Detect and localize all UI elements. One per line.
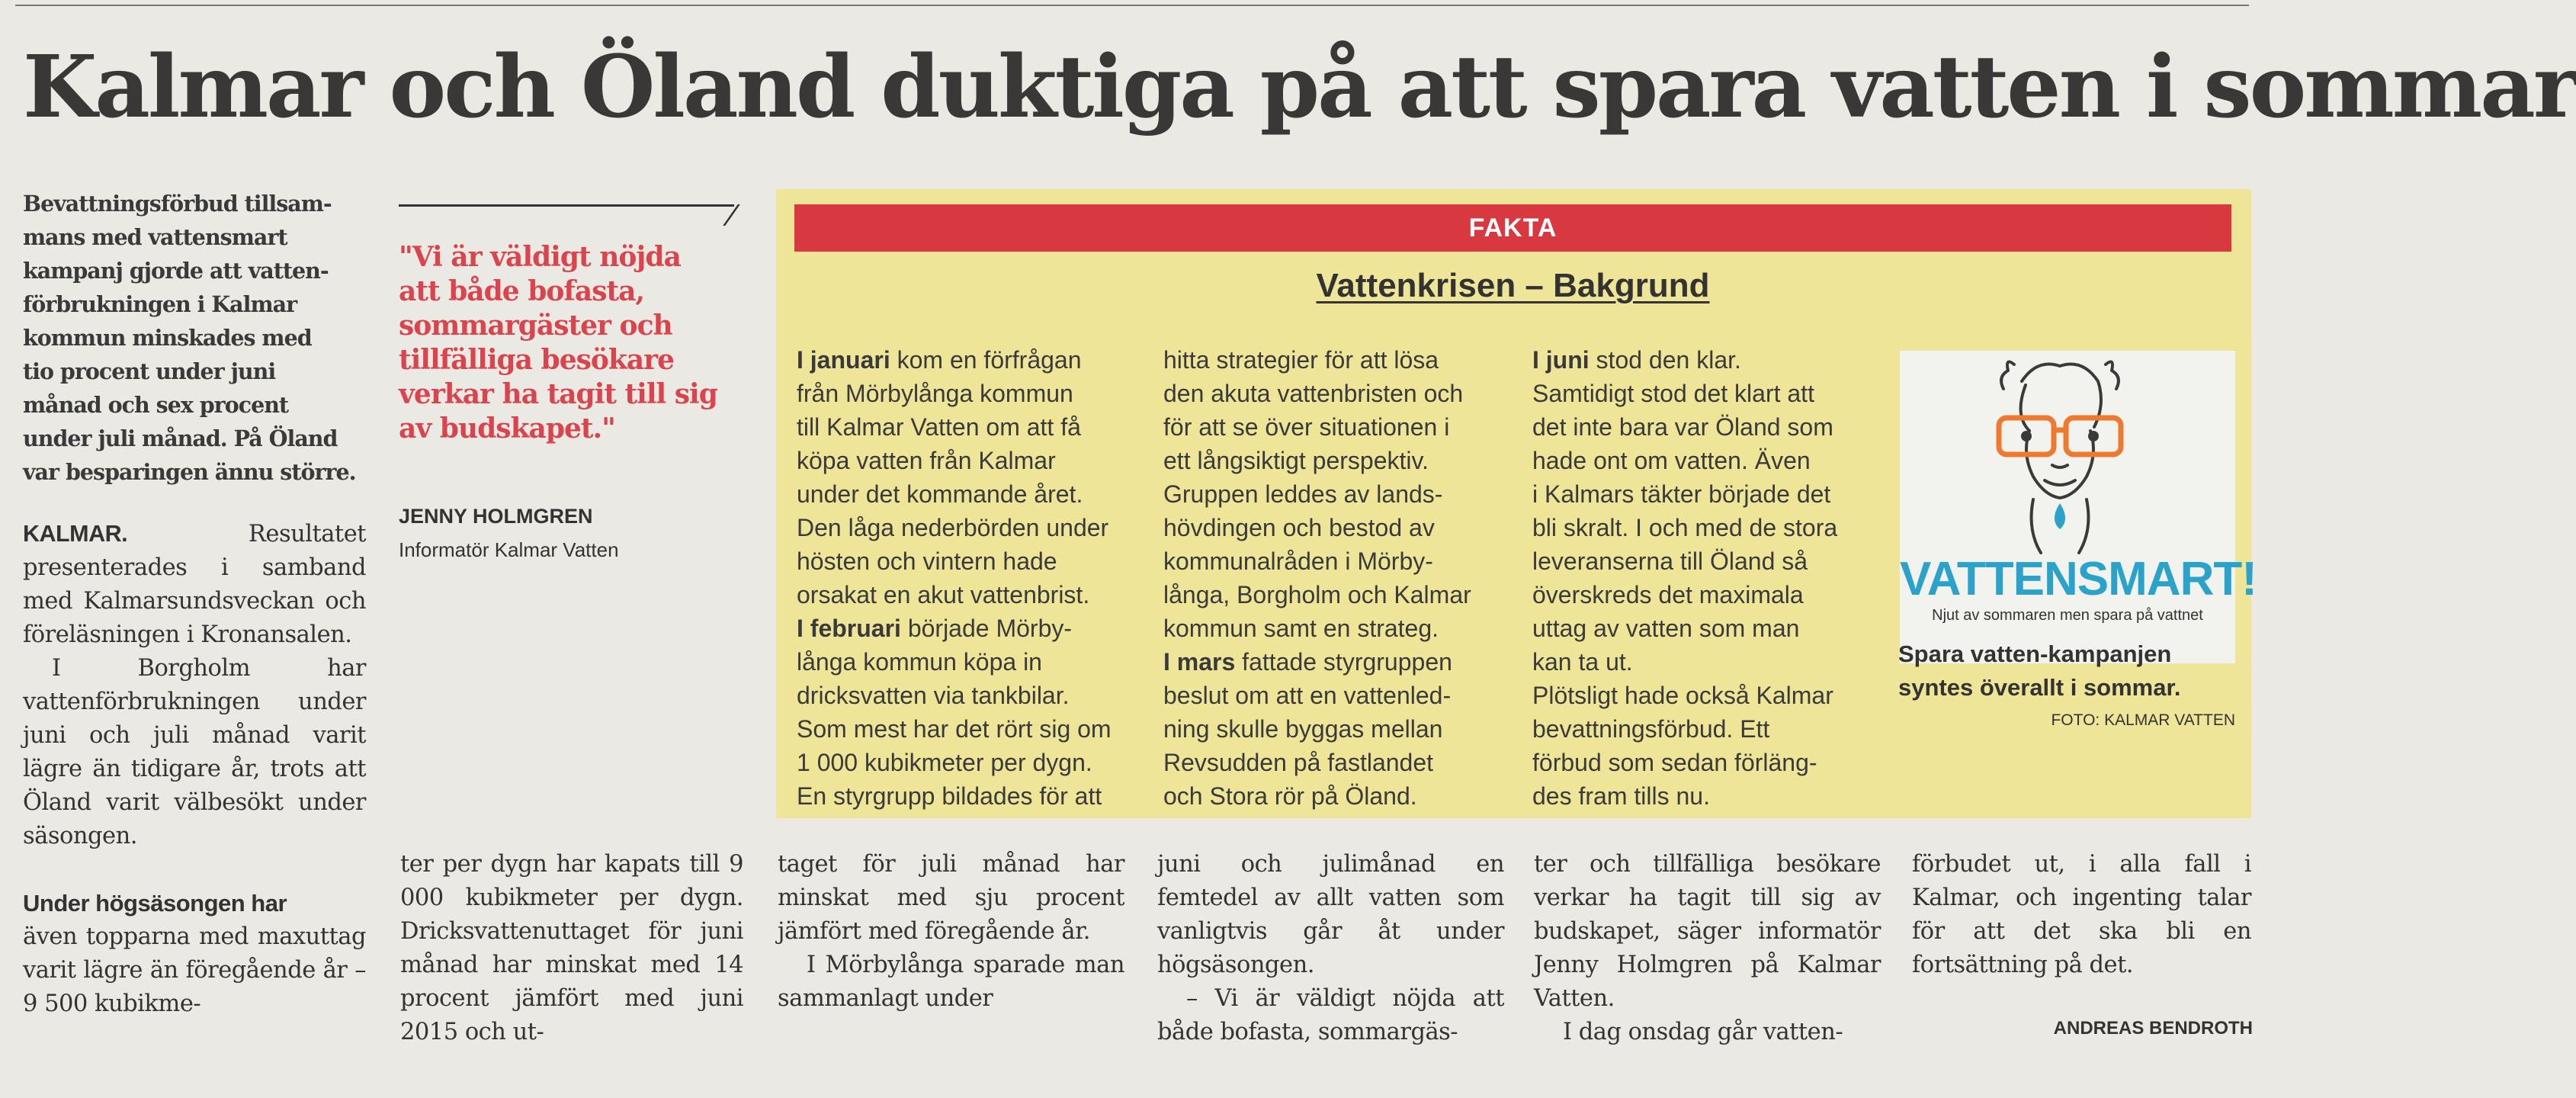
fakta-line [797, 578, 1140, 612]
fakta-line [1532, 410, 1891, 444]
fakta-text: beslut om att en vattenled- [1163, 682, 1452, 709]
fakta-line [1163, 444, 1514, 477]
fakta-text: i Kalmars täkter började det [1532, 480, 1831, 508]
brand-tagline: Njut av sommaren men spara på vattnet [1932, 607, 2203, 624]
fakta-line [1163, 410, 1514, 444]
quote-rule [399, 204, 734, 207]
fakta-text: kan ta ut. [1532, 648, 1633, 676]
quote-line: sommargäster och [399, 310, 672, 342]
fakta-label: FAKTA [1468, 214, 1557, 242]
ingress [23, 187, 381, 489]
fakta-line [1532, 645, 1891, 679]
ingress-line: tio procent under juni [23, 358, 276, 384]
fakta-line [1532, 578, 1891, 612]
fakta-text: förbud som sedan förläng- [1532, 749, 1817, 776]
fakta-line [1163, 343, 1514, 377]
fakta-text: för att se över situationen i [1163, 413, 1450, 441]
body-paragraph: även topparna med maxuttag varit lägre än föregående år – 9 500 kubikme- [23, 923, 366, 1017]
fakta-line [1532, 343, 1891, 377]
fakta-line [797, 645, 1140, 679]
quote-source-title: Informatör Kalmar Vatten [399, 538, 619, 561]
fakta-text: 1 000 kubikmeter per dygn. [797, 749, 1092, 776]
top-rule [15, 5, 2249, 6]
fakta-text: Revsudden på fastlandet [1163, 749, 1434, 776]
fakta-lead: I februari [797, 615, 901, 642]
body-text: Resultatet presenterades i samband med Kalmarsundsveckan och föreläsningen i Kronansalen. [23, 521, 366, 648]
fakta-column-1 [797, 343, 1140, 813]
fakta-column-2 [1163, 343, 1514, 813]
body-column-4 [1157, 848, 1504, 1049]
fakta-line [1163, 612, 1514, 645]
fakta-line [1532, 377, 1891, 410]
body-paragraph: taget för juli månad har minskat med sju procent jämfört med föregående år. [778, 851, 1124, 945]
fakta-line [797, 679, 1140, 712]
body-column-1 [23, 517, 366, 1021]
fakta-line [1163, 511, 1514, 544]
fakta-text: hösten och vintern hade [797, 547, 1057, 575]
quote-line: tillfälliga besökare [399, 344, 675, 376]
camel-icon [1900, 351, 2235, 549]
fakta-line [1163, 746, 1514, 779]
body-column-2 [400, 848, 743, 1049]
quote-rule-tick [723, 204, 740, 226]
ingress-line: förbrukningen i Kalmar [23, 291, 297, 317]
fakta-line [1163, 477, 1514, 511]
fakta-line [1163, 779, 1514, 813]
body-paragraph: juni och julimånad en femtedel av allt vatten som vanligtvis går åt under högsäsongen. [1157, 851, 1504, 978]
fakta-text: uttag av vatten som man [1532, 615, 1800, 642]
fakta-text: bli skralt. I och med de stora [1532, 514, 1838, 541]
fakta-text: under det kommande året. [797, 480, 1083, 508]
fakta-line [1532, 746, 1891, 779]
fakta-text: långa, Borgholm och Kalmar [1163, 581, 1471, 608]
fakta-text: fattade styrgruppen [1235, 648, 1452, 676]
fakta-text: till Kalmar Vatten om att få [797, 413, 1081, 441]
ingress-line: månad och sex procent [23, 392, 289, 418]
fakta-line [797, 477, 1140, 511]
fakta-line [1532, 544, 1891, 578]
fakta-text: leveranserna till Öland så [1532, 547, 1808, 575]
fakta-text: den akuta vattenbristen och [1163, 380, 1464, 407]
fakta-line [797, 779, 1140, 813]
quote-line: "Vi är väldigt nöjda [399, 241, 681, 273]
fakta-text: köpa vatten från Kalmar [797, 447, 1056, 474]
fakta-line [797, 444, 1140, 477]
fakta-line [797, 511, 1140, 544]
byline: ANDREAS BENDROTH [2053, 1018, 2253, 1039]
quote-line: verkar ha tagit till sig [399, 378, 717, 410]
fakta-text: des fram tills nu. [1532, 782, 1710, 810]
page-title: Kalmar och Öland duktiga på att spara vatten i sommar [23, 37, 2576, 137]
fakta-line [1163, 712, 1514, 746]
fakta-text: hövdingen och bestod av [1163, 514, 1435, 541]
quote-source-name: JENNY HOLMGREN [399, 505, 593, 528]
fakta-line [1532, 779, 1891, 813]
fakta-text: dricksvatten via tankbilar. [797, 682, 1070, 709]
fakta-line [797, 343, 1140, 377]
fakta-lead: I mars [1163, 648, 1236, 676]
fakta-line [797, 377, 1140, 410]
fakta-text: orsakat en akut vattenbrist. [797, 581, 1090, 608]
pull-quote [399, 240, 742, 446]
body-column-5 [1534, 848, 1881, 1049]
brand-logo: VATTENSMART! [1900, 553, 2257, 605]
fakta-line [797, 746, 1140, 779]
fakta-text: ning skulle byggas mellan [1163, 715, 1443, 743]
fakta-text: Som mest har det rört sig om [797, 715, 1112, 743]
fakta-line [1532, 712, 1891, 746]
fakta-text: överskreds det maximala [1532, 581, 1804, 608]
fakta-text: långa kommun köpa in [797, 648, 1042, 676]
fakta-line [1163, 645, 1514, 679]
fakta-text: det inte bara var Öland som [1532, 413, 1833, 441]
fakta-text: bevattningsförbud. Ett [1532, 715, 1770, 743]
fakta-column-3 [1532, 343, 1891, 813]
fakta-title: Vattenkrisen – Bakgrund [1316, 267, 1710, 304]
fakta-lead: I juni [1532, 346, 1590, 374]
body-paragraph: I Borgholm har vattenförbrukningen under juni och juli månad varit lägre än tidigare år, trots att Öland varit välbesökt under säsongen. [23, 655, 366, 849]
fakta-lead: I januari [797, 346, 890, 374]
fakta-line [1532, 612, 1891, 645]
fakta-line [1532, 511, 1891, 544]
ingress-line: under juli månad. På Öland [23, 425, 338, 451]
fakta-line [797, 544, 1140, 578]
fakta-line [1532, 477, 1891, 511]
body-paragraph: förbudet ut, i alla fall i Kalmar, och ingenting talar för att det ska bli en fortsättning på det. [1912, 851, 2251, 978]
body-paragraph: ter per dygn har kapats till 9 000 kubikmeter per dygn. Dricksvattenuttaget för juni månad har minskat med 14 procent jämfört med juni 2015 och ut- [400, 851, 743, 1045]
body-paragraph: ter och tillfälliga besökare verkar ha tagit till sig av budskapet, säger informatör Jenny Holmgren på Kalmar Vatten. [1534, 851, 1881, 1012]
fakta-line [797, 712, 1140, 746]
dateline: KALMAR. [23, 521, 128, 547]
fakta-line [797, 410, 1140, 444]
fakta-text: Plötsligt hade också Kalmar [1532, 682, 1833, 709]
ingress-line: kampanj gjorde att vatten- [23, 258, 329, 284]
subheading: Under högsäsongen har [23, 890, 287, 917]
photo-caption: Spara vatten-kampanjen syntes överallt i sommar. [1898, 640, 2181, 701]
fakta-text: från Mörbylånga kommun [797, 380, 1073, 407]
body-column-3 [778, 848, 1124, 1016]
fakta-line [1163, 679, 1514, 712]
fakta-text: Gruppen leddes av lands- [1163, 480, 1443, 508]
fakta-line [797, 612, 1140, 645]
quote-line: av budskapet." [399, 413, 615, 445]
fakta-text: Samtidigt stod det klart att [1532, 380, 1814, 407]
fakta-line [1163, 578, 1514, 612]
fakta-line [1163, 544, 1514, 578]
ingress-line: mans med vattensmart [23, 224, 287, 250]
body-paragraph: I Mörbylånga sparade man sammanlagt under [778, 952, 1124, 1012]
fakta-text: hitta strategier för att lösa [1163, 346, 1439, 374]
fakta-text: Den låga nederbörden under [797, 514, 1109, 541]
fakta-line [1163, 377, 1514, 410]
body-paragraph: I dag onsdag går vatten- [1563, 1019, 1843, 1045]
ingress-line: var besparingen ännu större. [23, 459, 356, 485]
fakta-text: kom en förfrågan [890, 346, 1082, 374]
fakta-text: kommunalråden i Mörby- [1163, 547, 1433, 575]
fakta-text: hade ont om vatten. Även [1532, 447, 1811, 474]
fakta-text: En styrgrupp bildades för att [797, 782, 1102, 810]
photo-credit: FOTO: KALMAR VATTEN [2051, 711, 2235, 729]
fakta-line [1532, 679, 1891, 712]
quote-line: att både bofasta, [399, 275, 644, 307]
fakta-text: stod den klar. [1589, 346, 1741, 374]
fakta-text: kommun samt en strateg. [1163, 615, 1439, 642]
fakta-text: och Stora rör på Öland. [1163, 782, 1417, 810]
fakta-text: ett långsiktigt perspektiv. [1163, 447, 1429, 474]
fakta-text: började Mörby- [900, 615, 1073, 642]
ingress-line: kommun minskades med [23, 325, 312, 351]
body-paragraph: – Vi är väldigt nöjda att både bofasta, sommargäs- [1157, 985, 1504, 1045]
fakta-line [1532, 444, 1891, 477]
ingress-line: Bevattningsförbud tillsam- [23, 191, 332, 217]
body-column-6 [1912, 848, 2251, 982]
